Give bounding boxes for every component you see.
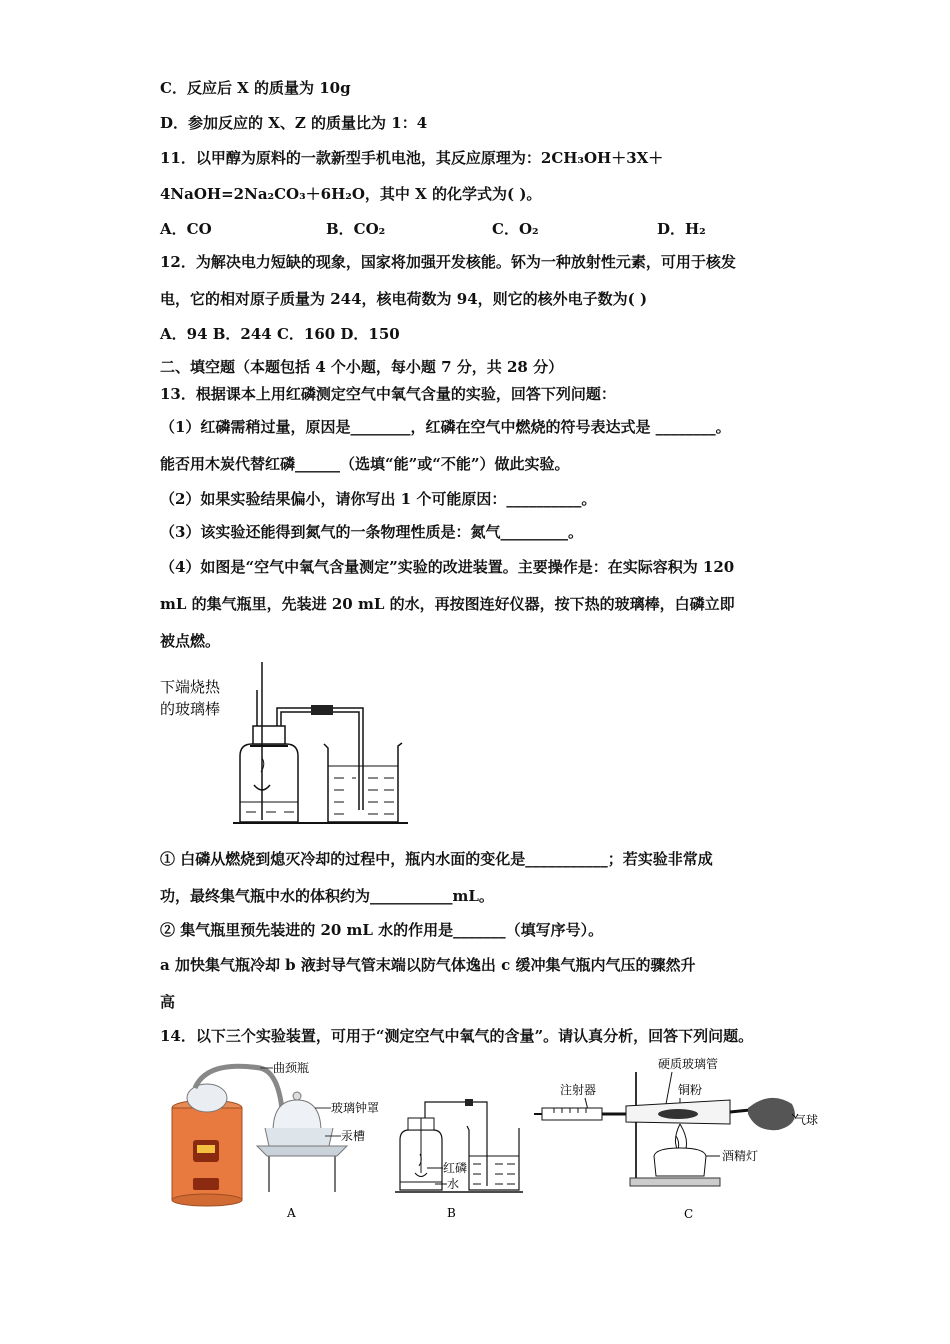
stopper [253,726,285,744]
figure1-label-line2: 的玻璃棒 [160,700,221,718]
figure-apparatus-c [530,1052,820,1225]
label-red-p: 红磷 [443,1161,468,1175]
figure-apparatus-a [165,1060,380,1225]
question-11-line2: 4NaOH=2Na₂CO₃＋6H₂O，其中 X 的化学式为( )。 [160,185,542,203]
q13-sub2: ② 集气瓶里预先装进的 20 mL 水的作用是_______（填写序号）。 [160,921,604,939]
mercury-trough [265,1128,333,1146]
q11-option-c: C．O₂ [492,220,539,238]
question-12-line1: 12．为解决电力短缺的现象，国家将加强开发核能。钚为一种放射性元素，可用于核发 [160,253,736,271]
q13-sub2-options: a 加快集气瓶冷却 b 液封导气管末端以防气体逸出 c 缓冲集气瓶内气压的骤然升 [160,956,696,974]
q13-part4-line1: （4）如图是“空气中氧气含量测定”实验的改进装置。主要操作是：在实际容积为 120 [160,558,735,576]
label-balloon: 气球 [794,1113,819,1127]
label-neck-flask: 曲颈瓶 [273,1061,310,1075]
stand-top [257,1146,347,1156]
q11-option-a: A．CO [160,220,212,238]
q13-part2: （2）如果实验结果偏小，请你写出 1 个可能原因：__________。 [160,490,597,508]
label-water: 水 [447,1177,460,1191]
q12-options: A．94 B．244 C．160 D．150 [160,325,400,343]
label-trough: 汞槽 [341,1129,366,1143]
q13-part4-line2: mL 的集气瓶里，先装进 20 mL 的水，再按图连好仪器，按下热的玻璃棒，白磷立即 [160,595,735,613]
label-syringe: 注射器 [560,1083,597,1097]
question-11-line1: 11．以甲醇为原料的一款新型手机电池，其反应原理为：2CH₃OH＋3X＋ [160,149,664,167]
caption-c: C [684,1207,694,1221]
c-stand-base [630,1178,720,1186]
q13-part1-line1: （1）红磷需稍过量，原因是________，红磷在空气中燃烧的符号表达式是 ________。 [160,418,731,436]
option-c-q10: C．反应后 X 的质量为 10g [160,79,351,97]
q13-sub1-line2: 功，最终集气瓶中水的体积约为___________mL。 [160,887,494,905]
q13-sub1-line1: ① 白磷从燃烧到熄灭冷却的过程中，瓶内水面的变化是___________；若实验非常成 [160,850,713,868]
b-beaker [467,1126,519,1190]
caption-b: B [447,1206,456,1220]
section-2-heading: 二、填空题（本题包括 4 个小题，每小题 7 分，共 28 分） [160,358,564,376]
question-13-intro: 13．根据课本上用红磷测定空气中氧气含量的实验，回答下列问题： [160,385,616,403]
q11-option-d: D．H₂ [657,220,706,238]
connecting-tube [277,708,363,810]
label-hard-tube: 硬质玻璃管 [658,1057,719,1071]
figure1-label-line1: 下端烧热 [160,678,221,696]
q13-sub2-options-cont: 高 [160,993,176,1011]
alcohol-lamp [654,1148,706,1176]
label-lamp: 酒精灯 [722,1149,759,1163]
option-d-q10: D．参加反应的 X、Z 的质量比为 1：4 [160,114,428,132]
neck-flask-bulb [187,1084,227,1112]
caption-a: A [287,1206,296,1220]
figure-apparatus-b [395,1068,525,1225]
balloon [748,1098,795,1130]
q13-part3: （3）该实验还能得到氮气的一条物理性质是：氮气_________。 [160,523,583,541]
syringe [542,1108,602,1120]
question-14-intro: 14．以下三个实验装置，可用于“测定空气中氧气的含量”。请认真分析，回答下列问题。 [160,1027,754,1045]
q11-option-b: B．CO₂ [326,220,386,238]
label-copper: 铜粉 [678,1083,703,1097]
rubber-joint [311,705,333,715]
figure-improved-apparatus [158,660,418,830]
q13-part1-line2: 能否用木炭代替红磷______（选填“能”或“不能”）做此实验。 [160,455,570,473]
beaker-water-hatch [334,778,394,814]
gas-bottle [240,744,298,822]
question-12-line2: 电，它的相对原子质量为 244，核电荷数为 94，则它的核外电子数为( ) [160,290,648,308]
copper-powder [658,1109,698,1119]
q13-part4-line3: 被点燃。 [160,632,221,650]
label-bell-jar: 玻璃钟罩 [331,1101,380,1115]
